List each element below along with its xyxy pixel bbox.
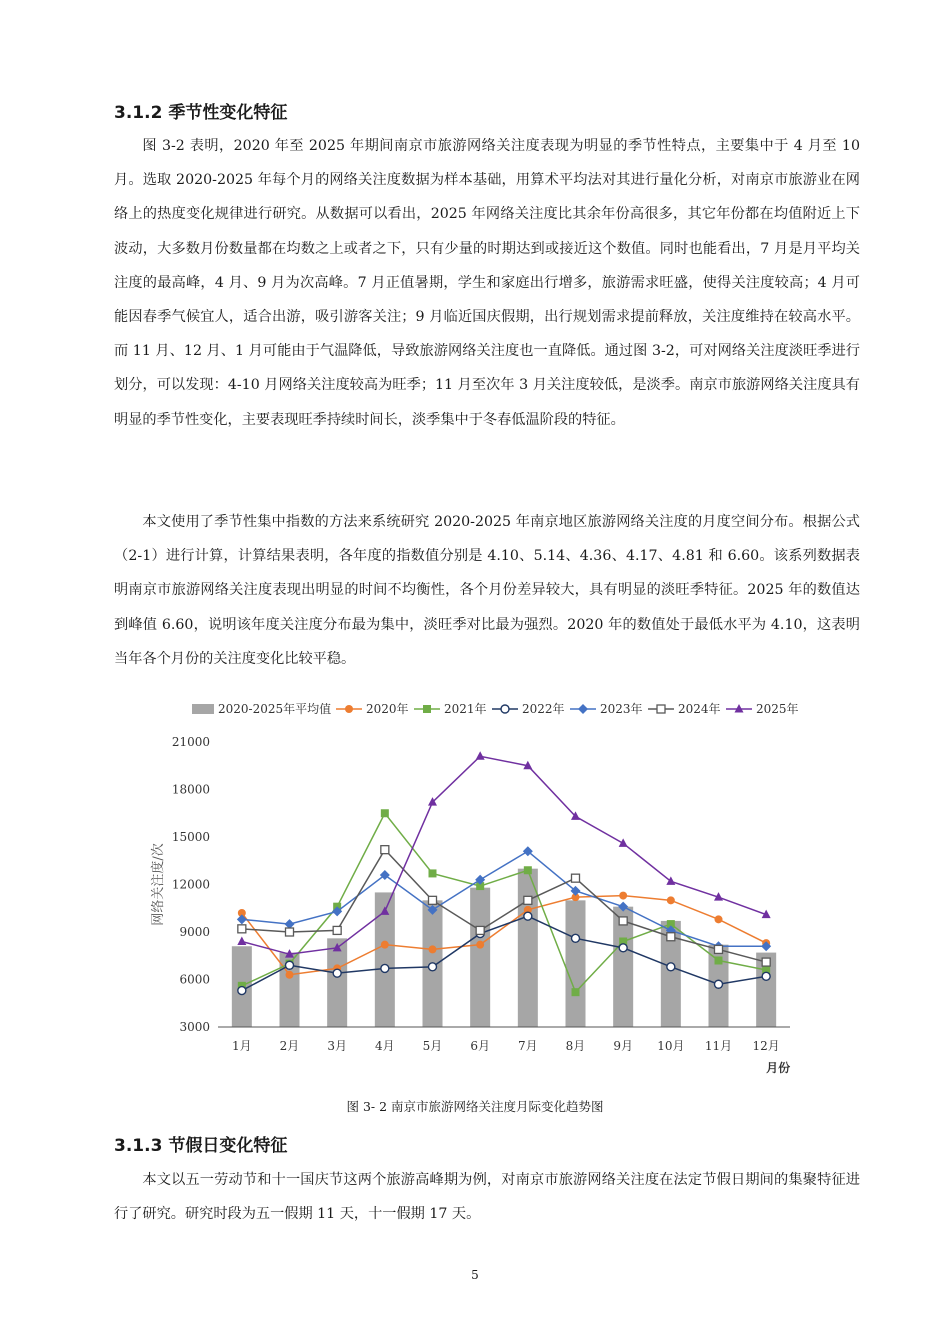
point-2020年-10月 (667, 896, 675, 904)
x-tick-label: 6月 (470, 1039, 490, 1053)
point-2022年-8月 (572, 934, 580, 942)
bar-average-3月 (327, 938, 347, 1027)
y-tick-label: 12000 (171, 877, 210, 892)
point-2020年-9月 (619, 892, 627, 900)
y-axis-title: 网络关注度/次 (151, 843, 166, 926)
legend-marker-2021年 (423, 705, 431, 713)
paragraph-concentration-index: 本文使用了季节性集中指数的方法来系统研究 2020-2025 年南京地区旅游网络关注度的月度空间分布。根据公式（2-1）进行计算，计算结果表明，各年度的指数值分别是 4.10、5.14、4.36、4.17、4.81 和 6.60。该系列数据表明南京市旅游网络关注度表现出明显的时间不均衡性，各个月份差异较大，具有明显的淡旺季特征。2025 年的数值达到峰值 6.60，说明该年度关注度分布最为集中，淡旺季对比最为强烈。2020 年的数值处于最低水平为 4.10，这表明当年各个月份的关注度变化比较平稳。 (114, 514, 860, 667)
x-tick-label: 9月 (613, 1039, 633, 1053)
x-tick-label: 8月 (565, 1039, 586, 1053)
figure-caption: 图 3- 2 南京市旅游网络关注度月际变化趋势图 (346, 1099, 604, 1114)
point-2024年-2月 (286, 928, 294, 936)
point-2020年-6月 (476, 941, 484, 949)
legend-label-2022年: 2022年 (522, 702, 565, 716)
paragraph-holiday-analysis: 本文以五一劳动节和十一国庆节这两个旅游高峰期为例，对南京市旅游网络关注度在法定节假日期间的集聚特征进行了研究。研究时段为五一假期 11 天，十一假期 17 天。 (114, 1172, 860, 1223)
legend-swatch-average (192, 704, 214, 714)
point-2020年-4月 (381, 941, 389, 949)
point-2024年-9月 (619, 917, 627, 925)
y-tick-label: 3000 (179, 1020, 210, 1034)
chart-svg (150, 694, 830, 1084)
bar-average-7月 (518, 869, 538, 1027)
point-2022年-9月 (619, 944, 627, 952)
y-tick-label: 6000 (179, 972, 210, 987)
section-title-3-1-3: 3.1.3 节假日变化特征 (114, 1136, 288, 1156)
y-tick-label: 21000 (171, 735, 210, 749)
point-2022年-10月 (667, 963, 675, 971)
paragraph-seasonal-analysis: 图 3-2 表明，2020 年至 2025 年期间南京市旅游网络关注度表现为明显的季节性特点，主要集中于 4 月至 10 月。选取 2020-2025 年每个月的网络关注度数据为样本基础，用算术平均法对其进行量化分析，对南京市旅游业在网络上的热度变化规律进行研究。从数据可以看出，2025 年网络关注度比其余年份高很多，其它年份都在均值附近上下波动，大多数月份数量都在均数之上或者之下，只有少量的时期达到或接近这个数值。同时也能看出，7 月是月平均关注度的最高峰，4 月、9 月为次高峰。7 月正值暑期，学生和家庭出行增多，旅游需求旺盛，使得关注度较高；4 月可能因春季气候宜人，适合出游，吸引游客关注；9 月临近国庆假期，出行规划需求提前释放，关注度维持在较高水平。而 11 月、12 月、1 月可能由于气温降低，导致旅游网络关注度也一直降低。通过图 3-2，可对网络关注度淡旺季进行划分，可以发现：4-10 月网络关注度较高为旺季；11 月至次年 3 月关注度较低，是淡季。南京市旅游网络关注度具有明显的季节性变化，主要表现旺季持续时间长，淡季集中于冬春低温阶段的特征。 (114, 138, 860, 428)
point-2022年-4月 (381, 964, 389, 972)
x-tick-label: 3月 (327, 1039, 347, 1053)
bar-average-8月 (565, 900, 585, 1027)
point-2022年-1月 (238, 987, 246, 995)
y-tick-label: 15000 (171, 830, 210, 844)
y-tick-label: 9000 (179, 925, 210, 939)
legend-marker-2022年 (501, 705, 509, 713)
point-2020年-11月 (715, 915, 723, 923)
point-2025年-6月 (476, 751, 485, 760)
series-line-2021年 (242, 813, 766, 992)
page-number: 5 (471, 1268, 479, 1282)
x-tick-label: 11月 (704, 1039, 733, 1053)
point-2024年-8月 (572, 874, 580, 882)
point-2024年-1月 (238, 925, 246, 933)
legend-label-2020年: 2020年 (366, 702, 409, 716)
legend-label-2021年: 2021年 (444, 702, 487, 716)
point-2024年-5月 (429, 896, 437, 904)
legend-label-2023年: 2023年 (600, 702, 643, 716)
point-2024年-10月 (667, 933, 675, 941)
monthly-attention-chart (150, 694, 830, 1084)
point-2021年-4月 (381, 809, 389, 817)
x-tick-label: 10月 (657, 1039, 685, 1053)
section-title-3-1-2: 3.1.2 季节性变化特征 (114, 103, 288, 123)
point-2022年-11月 (715, 980, 723, 988)
point-2024年-3月 (333, 926, 341, 934)
legend-marker-2020年 (345, 705, 353, 713)
bar-average-6月 (470, 888, 490, 1027)
legend-label-2024年: 2024年 (678, 702, 721, 716)
point-2024年-12月 (762, 958, 770, 966)
point-2021年-8月 (572, 988, 580, 996)
series-line-2020年 (242, 896, 766, 975)
x-tick-label: 12月 (752, 1039, 780, 1053)
point-2021年-11月 (715, 957, 723, 965)
legend-marker-2024年 (657, 705, 665, 713)
point-2021年-5月 (429, 869, 437, 877)
x-tick-label: 5月 (422, 1039, 443, 1053)
point-2023年-1月 (237, 914, 247, 924)
series-line-2024年 (242, 850, 766, 962)
point-2022年-3月 (333, 969, 341, 977)
point-2022年-5月 (429, 963, 437, 971)
point-2022年-7月 (524, 912, 532, 920)
x-axis-title: 月份 (766, 1061, 791, 1075)
x-tick-label: 2月 (279, 1039, 300, 1053)
point-2025年-10月 (666, 876, 675, 885)
legend-marker-2023年 (578, 704, 588, 714)
point-2020年-2月 (286, 971, 294, 979)
point-2025年-1月 (237, 937, 246, 946)
y-tick-label: 18000 (171, 782, 210, 797)
x-tick-label: 4月 (375, 1039, 395, 1053)
point-2024年-6月 (476, 926, 484, 934)
point-2025年-9月 (619, 838, 628, 847)
point-2024年-4月 (381, 846, 389, 854)
point-2024年-11月 (715, 945, 723, 953)
point-2021年-7月 (524, 866, 532, 874)
point-2022年-2月 (286, 961, 294, 969)
legend-label-average: 2020-2025年平均值 (218, 702, 332, 716)
x-tick-label: 7月 (518, 1039, 538, 1053)
point-2020年-5月 (429, 945, 437, 953)
series-line-2023年 (242, 851, 766, 946)
x-tick-label: 1月 (232, 1039, 252, 1053)
point-2022年-12月 (762, 972, 770, 980)
point-2024年-7月 (524, 896, 532, 904)
legend-label-2025年: 2025年 (756, 702, 799, 716)
